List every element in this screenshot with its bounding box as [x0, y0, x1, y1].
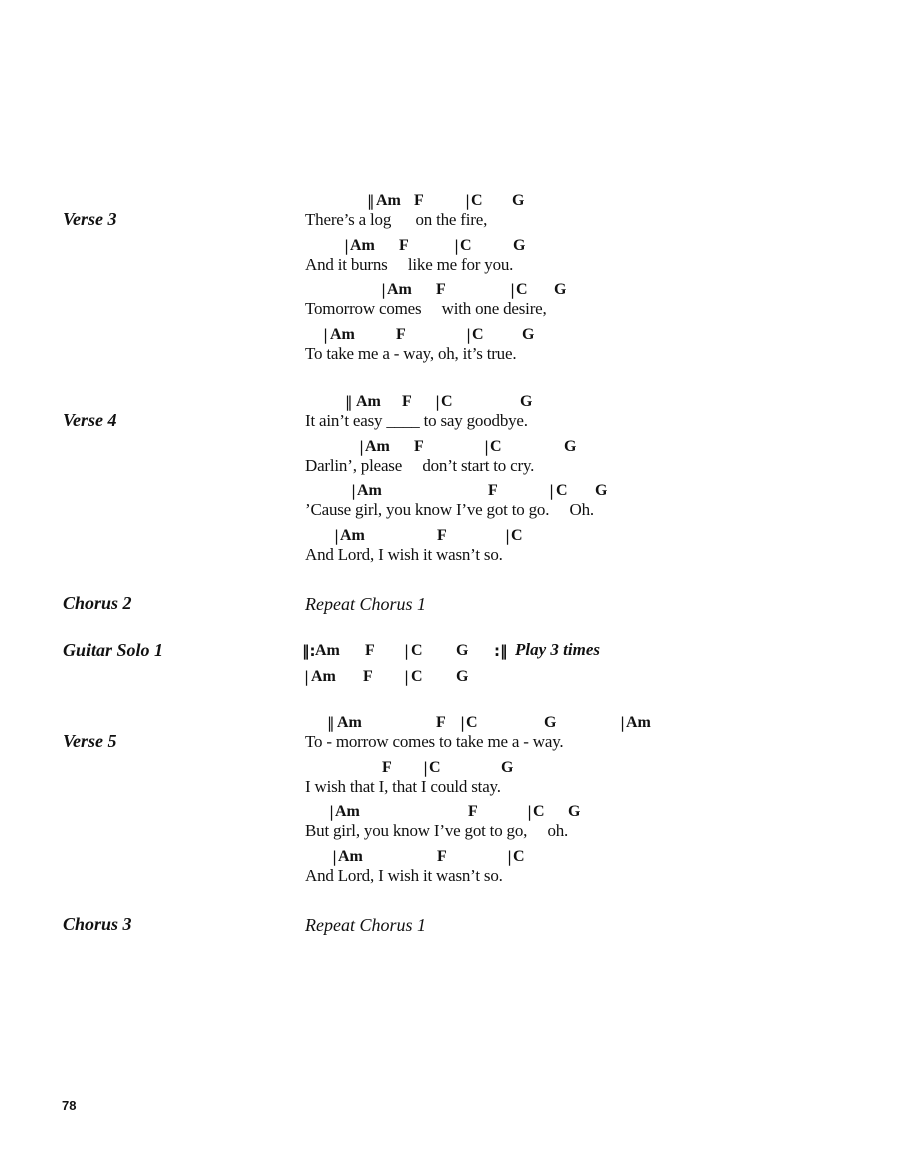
barline: | — [466, 326, 472, 344]
double-barline: ‖ — [367, 192, 375, 210]
chord: Am — [626, 714, 651, 731]
lyric-line: It ain’t easy ____ to say goodbye. — [305, 411, 528, 430]
chord: Am — [340, 527, 365, 544]
chord: C — [429, 759, 441, 776]
repeat-end-sign: :‖ — [494, 642, 508, 660]
barline: | — [332, 848, 338, 866]
play-times-note: Play 3 times — [515, 640, 600, 659]
chord: F — [402, 393, 412, 410]
chord: G — [456, 642, 469, 659]
chord: F — [365, 642, 375, 659]
barline: | — [510, 281, 516, 299]
repeat-instruction: Repeat Chorus 1 — [305, 915, 426, 935]
chord: C — [466, 714, 478, 731]
barline: | — [359, 438, 365, 456]
lyric-line: But girl, you know I’ve got to go, oh. — [305, 821, 569, 840]
chord: Am — [335, 803, 360, 820]
repeat-instruction: Repeat Chorus 1 — [305, 594, 426, 614]
chord: F — [437, 848, 447, 865]
chord: C — [411, 668, 423, 685]
page-number: 78 — [62, 1098, 77, 1113]
chord: Am — [330, 326, 355, 343]
chord: C — [490, 438, 502, 455]
section-label-chorus-3: Chorus 3 — [63, 914, 132, 934]
barline: | — [334, 527, 340, 545]
chord: G — [568, 803, 581, 820]
repeat-start-sign: ‖: — [302, 642, 316, 660]
section-label-chorus-2: Chorus 2 — [63, 593, 132, 613]
double-barline: ‖ — [327, 714, 335, 732]
chord: G — [512, 192, 525, 209]
chord: G — [456, 668, 469, 685]
barline: | — [423, 759, 429, 777]
chord: G — [554, 281, 567, 298]
barline: | — [620, 714, 626, 732]
barline: | — [344, 237, 350, 255]
chord: C — [533, 803, 545, 820]
chord: Am — [315, 642, 340, 659]
chord: G — [564, 438, 577, 455]
chord: G — [544, 714, 557, 731]
barline: | — [465, 192, 471, 210]
chord: F — [436, 281, 446, 298]
chord: G — [520, 393, 533, 410]
lyric-line: I wish that I, that I could stay. — [305, 777, 501, 796]
barline: | — [351, 482, 357, 500]
section-label-verse-4: Verse 4 — [63, 410, 117, 430]
barline: | — [454, 237, 460, 255]
chord: Am — [356, 393, 381, 410]
barline: | — [323, 326, 329, 344]
barline: | — [329, 803, 335, 821]
chord: G — [501, 759, 514, 776]
chord: Am — [337, 714, 362, 731]
barline: | — [527, 803, 533, 821]
barline: | — [435, 393, 441, 411]
lyric-line: And Lord, I wish it wasn’t so. — [305, 866, 503, 885]
barline: | — [304, 668, 310, 686]
chord: C — [471, 192, 483, 209]
lyric-line: There’s a log on the fire, — [305, 210, 488, 229]
lyric-line: ’Cause girl, you know I’ve got to go. Oh. — [305, 500, 594, 519]
chord: C — [441, 393, 453, 410]
lyric-line: Tomorrow comes with one desire, — [305, 299, 547, 318]
chord: F — [414, 192, 424, 209]
section-label-verse-3: Verse 3 — [63, 209, 117, 229]
chord: F — [468, 803, 478, 820]
chord: C — [513, 848, 525, 865]
chord: F — [399, 237, 409, 254]
chord: C — [516, 281, 528, 298]
lyric-line: To take me a - way, oh, it’s true. — [305, 344, 517, 363]
chord: F — [488, 482, 498, 499]
chord: F — [363, 668, 373, 685]
chord: F — [437, 527, 447, 544]
chord: F — [396, 326, 406, 343]
barline: | — [381, 281, 387, 299]
lyric-line: And it burns like me for you. — [305, 255, 514, 274]
barline: | — [460, 714, 466, 732]
chord: C — [511, 527, 523, 544]
lyric-line: Darlin’, please don’t start to cry. — [305, 456, 535, 475]
barline: | — [549, 482, 555, 500]
chord: C — [460, 237, 472, 254]
chord: G — [522, 326, 535, 343]
chord: Am — [338, 848, 363, 865]
section-label-guitar-solo-1: Guitar Solo 1 — [63, 640, 164, 660]
chord: G — [513, 237, 526, 254]
lyric-line: And Lord, I wish it wasn’t so. — [305, 545, 503, 564]
chord: Am — [376, 192, 401, 209]
chord: Am — [350, 237, 375, 254]
double-barline: ‖ — [345, 393, 353, 411]
barline: | — [404, 642, 410, 660]
section-label-verse-5: Verse 5 — [63, 731, 117, 751]
chord: Am — [387, 281, 412, 298]
chord: C — [556, 482, 568, 499]
barline: | — [507, 848, 513, 866]
lyric-line: To - morrow comes to take me a - way. — [305, 732, 564, 751]
barline: | — [404, 668, 410, 686]
barline: | — [484, 438, 490, 456]
barline: | — [505, 527, 511, 545]
chord: C — [411, 642, 423, 659]
chord: Am — [311, 668, 336, 685]
chord: G — [595, 482, 608, 499]
chord: Am — [365, 438, 390, 455]
chord: F — [382, 759, 392, 776]
chord: F — [414, 438, 424, 455]
chord: F — [436, 714, 446, 731]
chord: Am — [357, 482, 382, 499]
chord: C — [472, 326, 484, 343]
